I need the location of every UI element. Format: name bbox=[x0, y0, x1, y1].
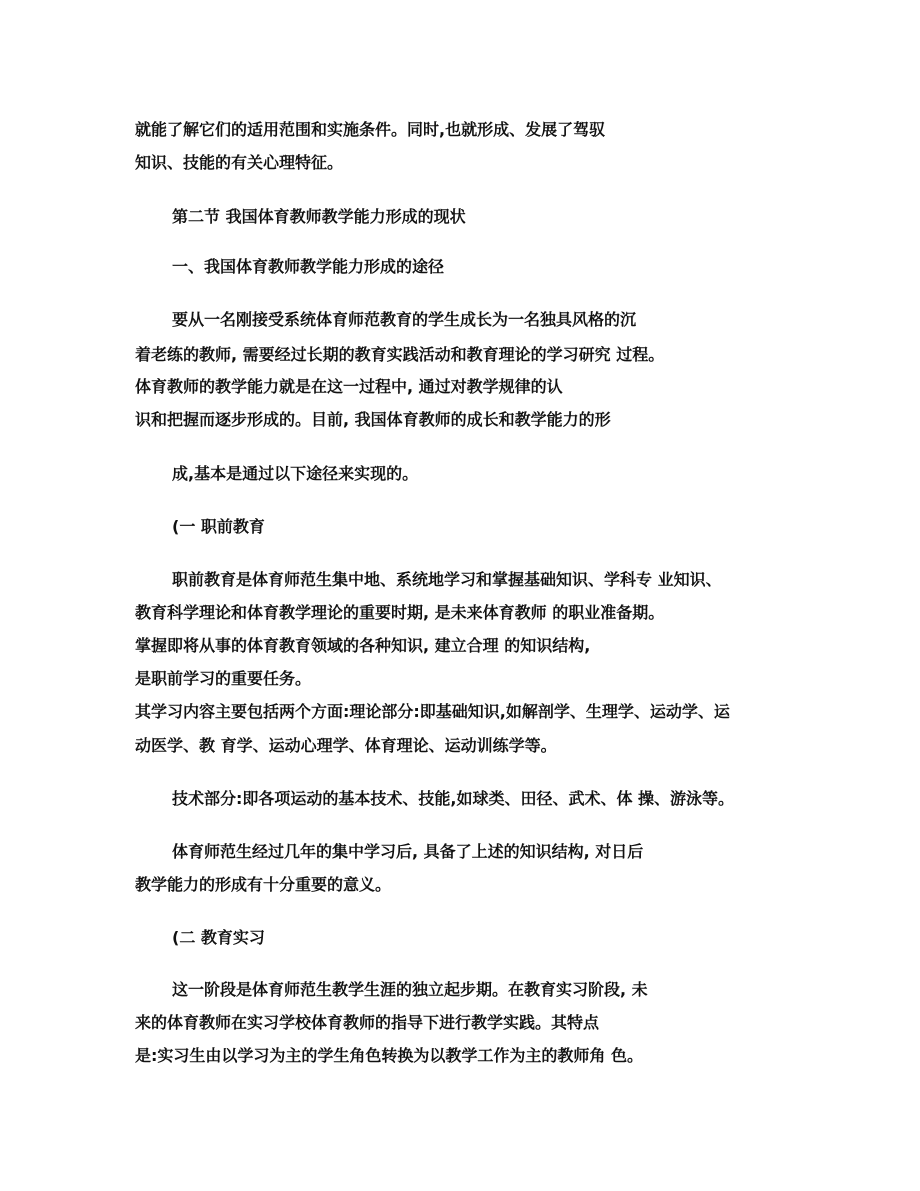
paragraph-line: 来的体育教师在实习学校体育教师的指导下进行教学实践。其特点 bbox=[135, 1013, 600, 1032]
paragraph-line: 体育教师的教学能力就是在这一过程中, 通过对教学规律的认 bbox=[135, 377, 563, 396]
paragraph-line: 要从一名刚接受系统体育师范教育的学生成长为一名独具风格的沉 bbox=[172, 310, 637, 329]
heading-internship: (二 教育实习 bbox=[172, 928, 265, 947]
paragraph-line: 职前教育是体育师范生集中地、系统地学习和掌握基础知识、学科专 业知识、 bbox=[172, 570, 722, 589]
paragraph-line: 是:实习生由以学习为主的学生角色转换为以教学工作为主的教师角 色。 bbox=[135, 1046, 643, 1065]
heading-preservice: (一 职前教育 bbox=[172, 517, 265, 536]
paragraph-line: 教学能力的形成有十分重要的意义。 bbox=[135, 875, 392, 894]
paragraph-line: 其学习内容主要包括两个方面:理论部分:即基础知识,如解剖学、生理学、运动学、运 bbox=[135, 702, 730, 721]
paragraph-line: 教育科学理论和体育教学理论的重要时期, 是未来体育教师 的职业准备期。 bbox=[135, 603, 665, 622]
paragraph-line: 着老练的教师, 需要经过长期的教育实践活动和教育理论的学习研究 过程。 bbox=[135, 345, 665, 364]
paragraph-line: 成,基本是通过以下途径来实现的。 bbox=[172, 464, 419, 483]
paragraph-line: 识和把握而逐步形成的。目前, 我国体育教师的成长和教学能力的形 bbox=[135, 410, 611, 429]
paragraph-line: 掌握即将从事的体育教育领域的各种知识, 建立合理 的知识结构, bbox=[135, 636, 591, 655]
paragraph-line: 这一阶段是体育师范生教学生涯的独立起步期。在教育实习阶段, 未 bbox=[172, 980, 648, 999]
paragraph-line: 技术部分:即各项运动的基本技术、技能,如球类、田径、武术、体 操、游泳等。 bbox=[172, 789, 735, 808]
subsection-heading: 一、我国体育教师教学能力形成的途径 bbox=[172, 257, 445, 276]
paragraph-line: 是职前学习的重要任务。 bbox=[135, 669, 312, 688]
paragraph-line: 体育师范生经过几年的集中学习后, 具备了上述的知识结构, 对日后 bbox=[172, 842, 644, 861]
intro-line-2: 知识、技能的有关心理特征。 bbox=[135, 153, 344, 172]
section-heading: 第二节 我国体育教师教学能力形成的现状 bbox=[172, 207, 466, 226]
paragraph-line: 动医学、教 育学、运动心理学、体育理论、运动训练学等。 bbox=[135, 736, 557, 755]
intro-line-1: 就能了解它们的适用范围和实施条件。同时,也就形成、发展了驾驭 bbox=[135, 120, 606, 139]
